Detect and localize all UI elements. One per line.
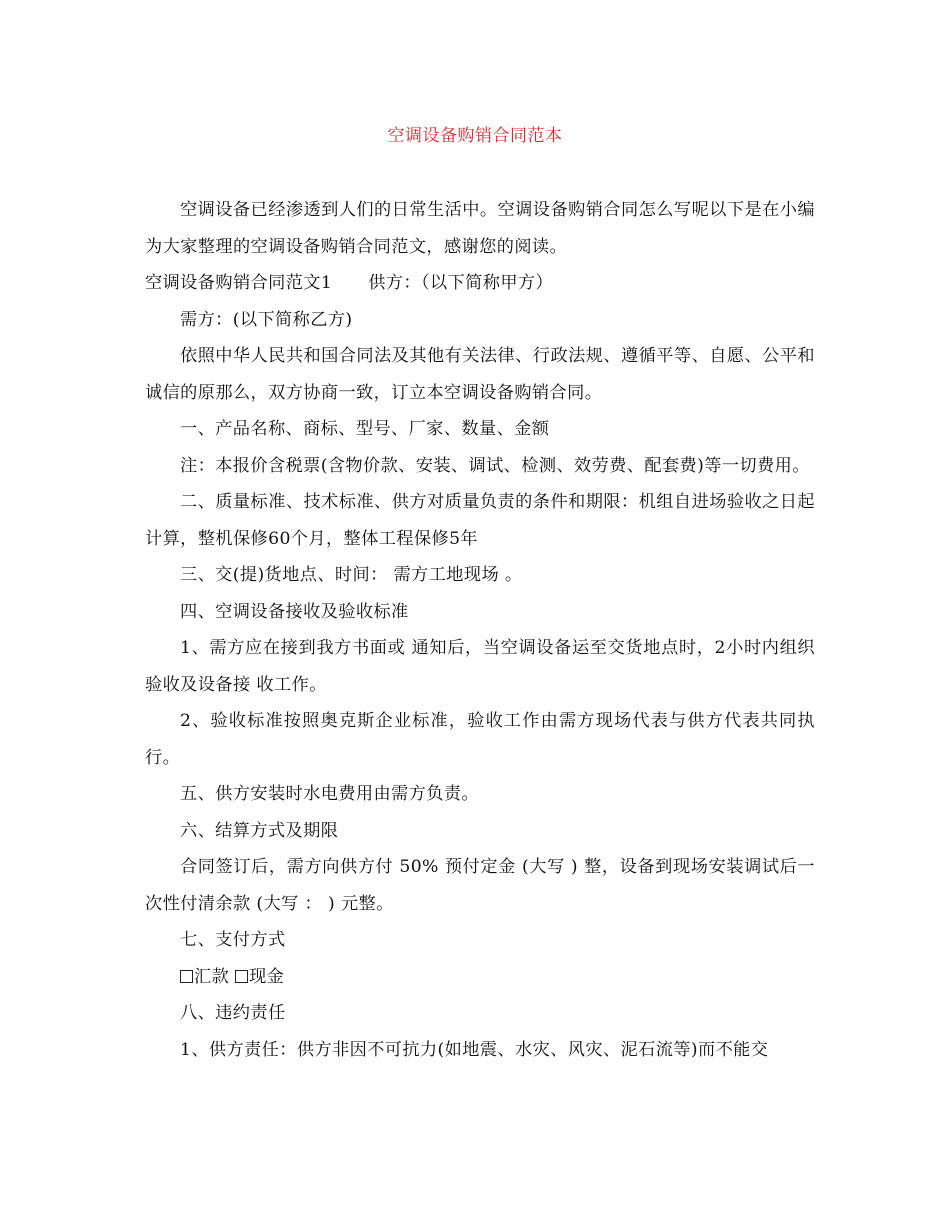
supplier-line: 供方：（以下简称甲方） xyxy=(368,273,554,293)
section-6-heading: 六、结算方式及期限 xyxy=(180,820,339,841)
section-8-heading: 八、违约责任 xyxy=(180,1003,286,1023)
buyer-line: 需方：(以下简称乙方) xyxy=(180,309,353,330)
section-4-heading: 四、空调设备接收及验收标准 xyxy=(180,601,409,622)
section-4-item-2: 2、验收标准按照奥克斯企业标准，验收工作由需方现场代表与供方代表共同执行。 xyxy=(145,711,815,768)
document-body xyxy=(145,192,815,1068)
section-8-item-1: 1、供方责任：供方非因不可抗力(如地震、水灾、风灾、泥石流等)而不能交 xyxy=(180,1039,769,1060)
note-paragraph: 注：本报价含税票(含物价款、安装、调试、检测、效劳费、配套费)等一切费用。 xyxy=(180,455,810,476)
section-3-paragraph: 三、交(提)货地点、时间： 需方工地现场 。 xyxy=(180,565,523,585)
section-5-paragraph: 五、供方安装时水电费用由需方负责。 xyxy=(180,784,479,804)
section-2-paragraph: 二、质量标准、技术标准、供方对质量负责的条件和期限：机组自进场验收之日起计算，整机保修60个月，整体工程保修5年 xyxy=(145,492,815,549)
section-1-heading: 一、产品名称、商标、型号、厂家、数量、金额 xyxy=(180,419,550,439)
payment-option-1-label: 汇款 xyxy=(194,966,230,987)
payment-option-2-checkbox xyxy=(235,970,248,983)
payment-options-line xyxy=(145,959,815,996)
payment-option-2-label: 现金 xyxy=(249,966,285,987)
intro-paragraph: 空调设备已经渗透到人们的日常生活中。空调设备购销合同怎么写呢以下是在小编为大家整理的空调设备购销合同范文，感谢您的阅读。 xyxy=(145,200,815,257)
document-title: 空调设备购销合同范本 xyxy=(387,126,563,146)
section-4-item-1: 1、需方应在接到我方书面或 通知后，当空调设备运至交货地点时，2小时内组织验收及设备接 收工作。 xyxy=(145,638,815,695)
payment-option-1-checkbox xyxy=(180,970,193,983)
sample-heading: 空调设备购销合同范文1 xyxy=(145,273,333,293)
section-6-paragraph: 合同签订后，需方向供方付 50% 预付定金 (大写 ) 整，设备到现场安装调试后一次性付清余款 (大写 ： ) 元整。 xyxy=(145,857,815,914)
section-7-heading: 七、支付方式 xyxy=(180,930,286,950)
basis-paragraph: 依照中华人民共和国合同法及其他有关法律、行政法规、遵循平等、自愿、公平和诚信的原那么，双方协商一致，订立本空调设备购销合同。 xyxy=(145,346,815,403)
sample-heading-line xyxy=(145,265,815,302)
